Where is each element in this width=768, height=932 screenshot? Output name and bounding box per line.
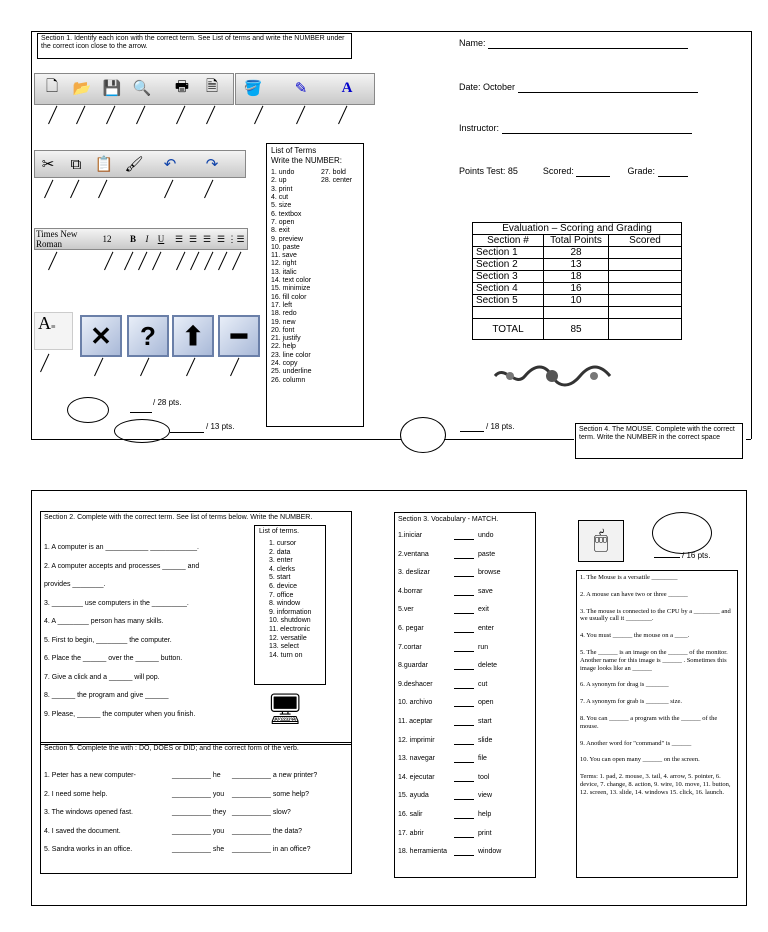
font-size-box: 12 bbox=[102, 234, 112, 244]
list-item: 11. electronic bbox=[269, 625, 311, 633]
spanish-term: 13. navegar bbox=[398, 755, 435, 763]
toolbar-color bbox=[235, 73, 375, 105]
arrow-mark bbox=[254, 106, 263, 125]
sentence-row bbox=[44, 846, 344, 865]
total-value: 85 bbox=[544, 319, 609, 340]
match-row bbox=[398, 569, 530, 588]
arrow-mark bbox=[140, 358, 149, 377]
grade-label: Grade: bbox=[627, 166, 655, 176]
section1-instructions: Section 1. Identify each icon with the correct term. See List of terms and write the NUMBER under the correct icon close to the arrow. bbox=[37, 33, 352, 59]
spanish-term: 1.iniciar bbox=[398, 532, 423, 539]
arrow-mark bbox=[94, 358, 103, 377]
answer-blank bbox=[454, 606, 474, 614]
arrow-mark bbox=[204, 252, 213, 271]
frame-bottom bbox=[540, 439, 574, 440]
arrow-mark bbox=[218, 252, 227, 271]
question-item: 6. A synonym for drag is _______ bbox=[580, 681, 669, 689]
english-term: file bbox=[478, 755, 487, 763]
frame-bottom bbox=[31, 439, 401, 440]
english-term: tool bbox=[478, 773, 490, 781]
section5-sentences bbox=[44, 772, 344, 865]
sentence-item: 7. Give a click and a ______ will pop. bbox=[44, 673, 160, 681]
match-row bbox=[398, 737, 530, 756]
arrow-mark bbox=[296, 106, 305, 125]
list-item: 4. clerks bbox=[269, 565, 296, 573]
sentence-part: __________ you bbox=[172, 790, 225, 798]
answer-blank bbox=[454, 830, 474, 838]
answer-blank bbox=[454, 551, 474, 559]
term-item: 4. cut bbox=[271, 194, 289, 202]
term-item: 8. exit bbox=[271, 227, 290, 235]
terms-list: Terms: 1. pad, 2. mouse, 3. tail, 4. arrow, 5. pointer, 6. device, 7. change, 8. action, 9. wire, 10. move, 11. button, 12. screen, 13. slide, 14. windows 15. click, 16. launch. bbox=[580, 773, 731, 796]
term-item: 1. undo bbox=[271, 169, 295, 177]
arrow-mark bbox=[164, 180, 173, 199]
sentence-row bbox=[44, 772, 344, 791]
eval-scored bbox=[609, 247, 682, 259]
spanish-term: 11. aceptar bbox=[398, 717, 433, 725]
date-label: Date: October bbox=[459, 82, 516, 92]
section2-score: / 13 pts. bbox=[206, 422, 235, 431]
terms-subtitle: Write the NUMBER: bbox=[271, 155, 342, 165]
header-section: Section # bbox=[473, 235, 544, 247]
term-item: 21. justify bbox=[271, 335, 301, 343]
arrow-mark bbox=[176, 106, 185, 125]
term-item: 15. minimize bbox=[271, 285, 311, 293]
term-item: 26. column bbox=[271, 376, 306, 384]
eval-total: 16 bbox=[544, 283, 609, 295]
sentence-part: __________ slow? bbox=[232, 809, 291, 816]
align-right-icon: ☰ bbox=[202, 233, 212, 244]
section3-title: Section 3. Vocabulary - MATCH. bbox=[398, 516, 499, 523]
undo-icon: ↶ bbox=[163, 156, 177, 173]
question-item: 9. Another word for "command" is ______ bbox=[580, 739, 692, 747]
empty-cell bbox=[609, 307, 682, 319]
match-row bbox=[398, 644, 530, 663]
term-item: 16. fill color bbox=[271, 293, 307, 301]
underline-icon: U bbox=[157, 234, 165, 244]
paste-icon: 📋 bbox=[94, 156, 114, 173]
sentence-part: __________ in an office? bbox=[232, 846, 311, 853]
arrow-mark bbox=[338, 106, 347, 125]
sentence-part: __________ he bbox=[172, 772, 221, 779]
question-item: 7. A synonym for grab is _______ size. bbox=[580, 698, 683, 706]
section4-score: / 16 pts. bbox=[682, 551, 711, 560]
question-item: 3. The mouse is connected to the CPU by a ________ and we usually call it ________. bbox=[580, 607, 731, 623]
score-oval bbox=[67, 397, 109, 423]
arrow-mark bbox=[138, 252, 147, 271]
open-icon: 📂 bbox=[72, 80, 92, 97]
format-painter-icon: 🖌 bbox=[124, 156, 144, 173]
question-item: 10. You can open many ______ on the screen. bbox=[580, 756, 700, 764]
frame-right bbox=[751, 31, 752, 439]
list-item: 9. information bbox=[269, 608, 312, 616]
print-icon: 🖶 bbox=[174, 77, 190, 95]
cut-icon: ✂ bbox=[41, 156, 55, 173]
answer-blank bbox=[454, 625, 474, 633]
align-left-icon: ☰ bbox=[174, 233, 184, 244]
list-item: 6. device bbox=[269, 583, 298, 591]
sentence-row bbox=[44, 809, 344, 828]
font-name-box: Times New Roman bbox=[36, 229, 78, 249]
term-item: 18. redo bbox=[271, 310, 297, 318]
arrow-mark bbox=[176, 252, 185, 271]
term-item: 2. up bbox=[271, 177, 287, 185]
answer-blank bbox=[454, 699, 474, 707]
save-icon: 💾 bbox=[102, 80, 122, 97]
spanish-term: 8.guardar bbox=[398, 662, 428, 670]
spanish-term: 17. abrir bbox=[398, 829, 424, 837]
spanish-term: 15. ayuda bbox=[398, 792, 429, 800]
mouse-clipart-icon: 🖱 bbox=[578, 520, 624, 562]
minimize-icon: ━ bbox=[218, 315, 260, 357]
sentence-row bbox=[44, 791, 344, 810]
empty-cell bbox=[544, 307, 609, 319]
match-row bbox=[398, 792, 530, 811]
frame-left bbox=[31, 31, 32, 439]
question-item: 5. The ______ is an image on the ______ of the monitor. Another name for this image is ______ . Sometimes this image looks like an ______ bbox=[580, 648, 728, 672]
points-line bbox=[459, 166, 688, 177]
sentence-part: 2. I need some help. bbox=[44, 790, 108, 798]
arrow-mark bbox=[70, 180, 79, 199]
list-item: 12. versatile bbox=[269, 634, 307, 642]
header-total-points: Total Points bbox=[544, 235, 609, 247]
score-blank bbox=[460, 430, 484, 432]
sentence-row bbox=[44, 828, 344, 847]
section5-instructions: Section 5. Complete the with : DO, DOES or DID; and the correct form of the verb. bbox=[44, 745, 299, 752]
english-term: paste bbox=[478, 550, 496, 558]
toolbar-standard bbox=[34, 73, 234, 105]
evaluation-title: Evaluation – Scoring and Grading bbox=[473, 223, 682, 235]
arrow-mark bbox=[190, 252, 199, 271]
term-item: 3. print bbox=[271, 185, 293, 193]
sentence-part: 4. I saved the document. bbox=[44, 827, 121, 835]
preview-icon: 🔍 bbox=[132, 80, 152, 97]
copy-icon: ⧉ bbox=[70, 155, 82, 173]
match-row bbox=[398, 551, 530, 570]
arrow-mark bbox=[124, 252, 133, 271]
english-term: enter bbox=[478, 624, 494, 632]
match-row bbox=[398, 662, 530, 681]
score-blank bbox=[654, 556, 680, 558]
english-term: start bbox=[478, 717, 492, 725]
term-item: 12. right bbox=[271, 260, 297, 268]
sentence-part: __________ a new printer? bbox=[232, 772, 318, 779]
close-icon: ✕ bbox=[80, 315, 122, 357]
term-item: 25. underline bbox=[271, 368, 312, 376]
columns-icon: ⋮☰ bbox=[227, 233, 245, 244]
english-term: undo bbox=[478, 532, 494, 539]
eval-scored bbox=[609, 283, 682, 295]
frame-top bbox=[31, 31, 752, 32]
question-item: 4. You must ______ the mouse on a ____. bbox=[580, 632, 690, 640]
match-row bbox=[398, 774, 530, 793]
eval-total: 10 bbox=[544, 295, 609, 307]
list-item: 5. start bbox=[269, 574, 291, 582]
frame-bottom bbox=[746, 439, 751, 440]
sentence-part: 5. Sandra works in an office. bbox=[44, 846, 133, 853]
sentence-item: 1. A computer is an ___________ ____________. bbox=[44, 544, 199, 551]
spanish-term: 2.ventana bbox=[398, 550, 429, 558]
spanish-term: 7.cortar bbox=[398, 643, 422, 651]
match-row bbox=[398, 588, 530, 607]
english-term: cut bbox=[478, 680, 488, 688]
list-item: 14. turn on bbox=[269, 651, 303, 659]
arrow-mark bbox=[104, 252, 113, 271]
english-term: exit bbox=[478, 606, 489, 614]
arrow-mark bbox=[232, 252, 241, 271]
sentence-item: 3. ________ use computers in the _________. bbox=[44, 599, 189, 607]
spanish-term: 5.ver bbox=[398, 606, 414, 614]
toolbar-formatting bbox=[34, 228, 248, 250]
fill-color-icon: 🪣 bbox=[243, 80, 263, 97]
spanish-term: 18. herramienta bbox=[398, 848, 448, 856]
total-scored bbox=[609, 319, 682, 340]
sentence-item: 4. A ________ person has many skills. bbox=[44, 618, 164, 625]
evaluation-table bbox=[472, 222, 682, 340]
english-term: run bbox=[478, 643, 489, 651]
english-term: delete bbox=[478, 662, 498, 670]
term-item: 14. text color bbox=[271, 277, 312, 285]
section4-questions bbox=[580, 574, 734, 797]
help-icon: ? bbox=[127, 315, 169, 357]
answer-blank bbox=[454, 774, 474, 782]
term-item: 9. preview bbox=[271, 235, 303, 243]
total-label: TOTAL bbox=[473, 319, 544, 340]
sentence-part: 3. The windows opened fast. bbox=[44, 809, 133, 816]
english-term: browse bbox=[478, 569, 501, 577]
match-row bbox=[398, 755, 530, 774]
eval-total: 28 bbox=[544, 247, 609, 259]
english-term: slide bbox=[478, 736, 493, 744]
answer-blank bbox=[454, 569, 474, 577]
answer-blank bbox=[454, 792, 474, 800]
eval-scored bbox=[609, 271, 682, 283]
sentence-item: provides ________. bbox=[44, 581, 106, 588]
line-color-icon: ✎ bbox=[294, 80, 308, 97]
list-item: 10. shutdown bbox=[269, 617, 311, 625]
answer-blank bbox=[454, 588, 474, 596]
english-term: save bbox=[478, 587, 493, 595]
redo-icon: ↷ bbox=[205, 156, 219, 173]
answer-blank bbox=[454, 644, 474, 652]
list-item: 13. select bbox=[269, 643, 299, 651]
section2-list-box bbox=[254, 525, 326, 685]
sentence-part: __________ some help? bbox=[232, 790, 310, 798]
question-item: 1. The Mouse is a versatile ________ bbox=[580, 574, 678, 581]
question-item: 2. A mouse can have two or three ______ bbox=[580, 590, 688, 598]
list-item: 3. enter bbox=[269, 557, 293, 565]
sentence-item: 2. A computer accepts and processes ______ and bbox=[44, 562, 200, 570]
spanish-term: 3. deslizar bbox=[398, 569, 430, 577]
match-row bbox=[398, 699, 530, 718]
term-item: 17. left bbox=[271, 301, 293, 309]
english-term: print bbox=[478, 829, 492, 837]
sentence-item: 9. Please, ______ the computer when you finish. bbox=[44, 710, 196, 718]
spanish-term: 12. imprimir bbox=[398, 736, 435, 744]
answer-blank bbox=[454, 662, 474, 670]
term-item: 7. open bbox=[271, 218, 295, 226]
score-oval bbox=[652, 512, 712, 554]
text-color-icon: A bbox=[341, 79, 353, 96]
ornament bbox=[490, 364, 615, 388]
section2-sentences bbox=[44, 544, 254, 729]
english-term: view bbox=[478, 792, 493, 800]
term-item: 23. line color bbox=[271, 351, 311, 359]
eval-section: Section 5 bbox=[473, 295, 544, 307]
section4-instructions: Section 4. The MOUSE. Complete with the correct term. Write the NUMBER in the correct space bbox=[575, 423, 743, 459]
section2-list-title: List of terms. bbox=[259, 528, 300, 535]
list-item: 7. office bbox=[269, 591, 294, 599]
score-blank bbox=[170, 427, 204, 433]
english-term: window bbox=[478, 848, 502, 856]
arrow-mark bbox=[98, 180, 107, 199]
match-row bbox=[398, 532, 530, 551]
spanish-term: 4.borrar bbox=[398, 587, 423, 595]
answer-blank bbox=[454, 737, 474, 745]
list-item: 2. data bbox=[269, 548, 291, 556]
arrow-mark bbox=[186, 358, 195, 377]
section2-instructions: Section 2. Complete with the correct term. See list of terms below. Write the NUMBER. bbox=[44, 514, 313, 521]
sentence-part: __________ the data? bbox=[232, 827, 303, 835]
arrow-mark bbox=[136, 106, 145, 125]
terms-title: List of Terms bbox=[271, 146, 317, 155]
term-item: 6. textbox bbox=[271, 210, 302, 218]
date-field bbox=[459, 82, 698, 93]
eval-section: Section 3 bbox=[473, 271, 544, 283]
eval-total: 18 bbox=[544, 271, 609, 283]
new-icon: 🗋 bbox=[45, 77, 59, 95]
term-item: 11. save bbox=[271, 252, 297, 260]
scored-label: Scored: bbox=[542, 166, 574, 176]
arrow-mark bbox=[106, 106, 115, 125]
header-scored: Scored bbox=[609, 235, 682, 247]
arrow-mark bbox=[230, 358, 239, 377]
term-item: 19. new bbox=[271, 318, 296, 326]
eval-total: 13 bbox=[544, 259, 609, 271]
answer-blank bbox=[454, 811, 474, 819]
name-field bbox=[459, 38, 688, 49]
match-row bbox=[398, 848, 530, 867]
term-item: 20. font bbox=[271, 326, 295, 334]
bold-icon: B bbox=[129, 234, 136, 244]
sentence-item: 6. Place the ______ over the ______ button. bbox=[44, 655, 183, 662]
answer-blank bbox=[454, 848, 474, 856]
arrow-mark bbox=[206, 106, 215, 125]
sentence-part: 1. Peter has a new computer- bbox=[44, 772, 136, 779]
align-center-icon: ☰ bbox=[188, 233, 198, 244]
spanish-term: 9.deshacer bbox=[398, 680, 433, 688]
match-row bbox=[398, 681, 530, 700]
eval-scored bbox=[609, 295, 682, 307]
arrow-mark bbox=[152, 252, 161, 271]
italic-icon: I bbox=[145, 234, 149, 244]
empty-cell bbox=[473, 307, 544, 319]
match-row bbox=[398, 625, 530, 644]
score-blank bbox=[130, 403, 152, 413]
name-label: Name: bbox=[459, 38, 486, 48]
term-item: 5. size bbox=[271, 202, 292, 210]
answer-blank bbox=[454, 718, 474, 726]
answer-blank bbox=[454, 755, 474, 763]
eval-scored bbox=[609, 259, 682, 271]
spanish-term: 6. pegar bbox=[398, 624, 424, 632]
term-item: 22. help bbox=[271, 343, 296, 351]
term-item: 28. center bbox=[321, 177, 353, 185]
arrow-mark bbox=[48, 106, 57, 125]
textbox-icon: A≡ bbox=[34, 312, 73, 350]
eval-section: Section 4 bbox=[473, 283, 544, 295]
term-item: 13. italic bbox=[271, 268, 297, 276]
list-of-terms bbox=[266, 143, 364, 427]
sentence-item: 8. ______ the program and give ______ bbox=[44, 692, 169, 699]
toolbar-edit bbox=[34, 150, 246, 178]
match-row bbox=[398, 830, 530, 849]
match-row bbox=[398, 606, 530, 625]
sentence-part: __________ they bbox=[172, 809, 227, 816]
arrow-mark bbox=[48, 252, 57, 271]
eval-section: Section 2 bbox=[473, 259, 544, 271]
question-item: 8. You can ______ a program with the ______ of the mouse. bbox=[580, 714, 718, 730]
up-arrow-icon: ⬆ bbox=[172, 315, 214, 357]
arrow-mark bbox=[76, 106, 85, 125]
spanish-term: 14. ejecutar bbox=[398, 773, 435, 781]
instructor-label: Instructor: bbox=[459, 123, 500, 133]
match-row bbox=[398, 811, 530, 830]
list-item: 1. cursor bbox=[269, 540, 297, 548]
spanish-term: 16. salir bbox=[398, 810, 423, 818]
term-item: 27. bold bbox=[321, 169, 346, 177]
arrow-mark bbox=[204, 180, 213, 199]
arrow-mark bbox=[44, 180, 53, 199]
justify-icon: ☰ bbox=[216, 233, 226, 244]
english-term: open bbox=[478, 699, 494, 707]
print-preview-icon: 🗎 bbox=[205, 77, 219, 95]
arrow-mark bbox=[40, 354, 49, 373]
instructor-field bbox=[459, 123, 692, 134]
section3-rows bbox=[398, 532, 530, 867]
english-term: help bbox=[478, 810, 492, 818]
sentence-part: __________ she bbox=[172, 846, 225, 853]
spanish-term: 10. archivo bbox=[398, 699, 433, 707]
computer-clipart-icon: 🖥 bbox=[266, 693, 305, 726]
answer-blank bbox=[454, 532, 474, 540]
eval-section: Section 1 bbox=[473, 247, 544, 259]
answer-blank bbox=[454, 681, 474, 689]
section1-score: / 28 pts. bbox=[153, 398, 182, 407]
term-item: 24. copy bbox=[271, 360, 298, 368]
points-label: Points Test: 85 bbox=[459, 166, 518, 176]
sentence-part: __________ you bbox=[172, 827, 225, 835]
section3-score: / 18 pts. bbox=[486, 422, 515, 431]
score-oval bbox=[400, 417, 446, 453]
term-item: 10. paste bbox=[271, 243, 300, 251]
sentence-item: 5. First to begin, ________ the computer. bbox=[44, 636, 172, 644]
list-item: 8. window bbox=[269, 600, 301, 608]
match-row bbox=[398, 718, 530, 737]
